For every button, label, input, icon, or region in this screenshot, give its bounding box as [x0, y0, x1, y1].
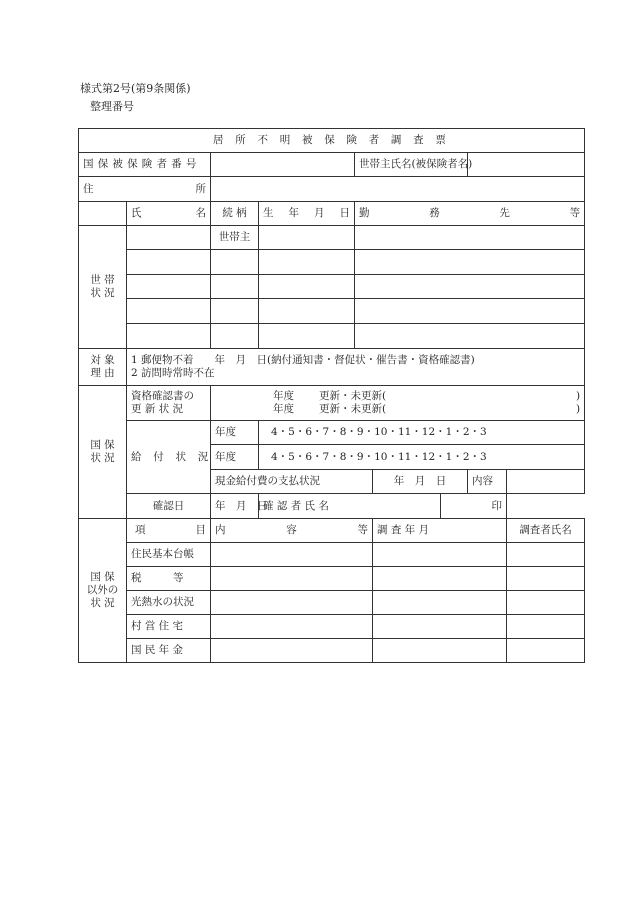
household-name-field[interactable]	[127, 226, 211, 250]
other-survey-date-field[interactable]	[373, 639, 507, 663]
reference-number-label: 整理番号	[90, 100, 134, 113]
cash-payment-content-field[interactable]	[507, 470, 585, 494]
relation-column-header: 続 柄	[211, 202, 259, 226]
household-birthdate-field[interactable]	[259, 226, 355, 250]
household-workplace-field[interactable]	[355, 324, 585, 349]
household-relation-field[interactable]	[211, 275, 259, 299]
other-survey-date-field[interactable]	[373, 567, 507, 591]
household-relation-field[interactable]	[211, 250, 259, 275]
benefit-status-label: 給 付 状 況	[127, 421, 211, 494]
other-content-field[interactable]	[211, 543, 373, 567]
household-header-blank	[79, 202, 127, 226]
other-content-field[interactable]	[211, 567, 373, 591]
other-surveyor-field[interactable]	[507, 567, 585, 591]
certificate-renewal-status[interactable]: 年度 更新・未更新( ) 年度 更新・未更新( )	[211, 386, 585, 421]
other-item-tax: 税 等	[127, 567, 211, 591]
confirmer-name-field[interactable]	[441, 494, 507, 519]
reason-always-absent: 2 訪問時常時不在	[131, 367, 215, 379]
benefit-months-row-1[interactable]: 4・5・6・7・8・9・10・11・12・1・2・3	[259, 421, 585, 445]
benefit-fiscal-year-label: 年度	[211, 421, 259, 445]
birthdate-column-header: 生 年 月 日	[259, 202, 355, 226]
survey-date-column-header: 調 査 年 月	[373, 519, 507, 543]
other-survey-date-field[interactable]	[373, 543, 507, 567]
benefit-months-row-2[interactable]: 4・5・6・7・8・9・10・11・12・1・2・3	[259, 445, 585, 470]
other-survey-date-field[interactable]	[373, 591, 507, 615]
household-section-label: 世 帯 状 況	[79, 226, 127, 349]
household-workplace-field[interactable]	[355, 275, 585, 299]
household-relation-field[interactable]	[211, 324, 259, 349]
other-item-national-pension: 国 民 年 金	[127, 639, 211, 663]
reason-label: 対 象 理 由	[79, 349, 127, 386]
household-name-field[interactable]	[127, 250, 211, 275]
reason-mail-undelivered: 1 郵便物不着 年 月 日(納付通知書・督促状・催告書・資格確認書)	[131, 354, 475, 366]
form-number: 様式第2号(第9条関係)	[80, 82, 191, 95]
certificate-renewal-label: 資格確認書の 更 新 状 況	[127, 386, 211, 421]
household-workplace-field[interactable]	[355, 250, 585, 275]
other-content-field[interactable]	[211, 639, 373, 663]
household-birthdate-field[interactable]	[259, 275, 355, 299]
confirmation-date-field[interactable]: 年 月 日	[211, 494, 259, 519]
household-birthdate-field[interactable]	[259, 250, 355, 275]
name-column-header: 氏 名	[127, 202, 211, 226]
insured-number-label: 国保被保険者番号	[79, 153, 211, 177]
other-surveyor-field[interactable]	[507, 639, 585, 663]
kokuho-section-label: 国 保 状 況	[79, 386, 127, 519]
surveyor-column-header: 調査者氏名	[507, 519, 585, 543]
householder-field[interactable]	[468, 153, 585, 177]
household-birthdate-field[interactable]	[259, 299, 355, 324]
address-field[interactable]	[211, 177, 585, 202]
other-item-utilities: 光熱水の状況	[127, 591, 211, 615]
other-content-field[interactable]	[211, 591, 373, 615]
address-label: 住 所	[79, 177, 211, 202]
other-content-field[interactable]	[211, 615, 373, 639]
relation-householder: 世帯主	[211, 226, 259, 250]
cash-payment-content-label: 内容	[468, 470, 507, 494]
householder-label: 世帯主氏名(被保険者名)	[355, 153, 468, 177]
cash-payment-status-label: 現金給付費の支払状況	[211, 470, 373, 494]
household-birthdate-field[interactable]	[259, 324, 355, 349]
household-name-field[interactable]	[127, 275, 211, 299]
confirmation-date-label: 確認日	[127, 494, 211, 519]
seal-mark: 印	[491, 499, 502, 512]
other-surveyor-field[interactable]	[507, 591, 585, 615]
household-workplace-field[interactable]	[355, 299, 585, 324]
survey-form-table	[78, 128, 585, 663]
other-survey-date-field[interactable]	[373, 615, 507, 639]
other-status-section-label: 国 保 以外の 状 況	[79, 519, 127, 663]
other-item-resident-register: 住民基本台帳	[127, 543, 211, 567]
workplace-column-header: 勤 務 先 等	[355, 202, 585, 226]
household-name-field[interactable]	[127, 324, 211, 349]
insured-number-field[interactable]	[211, 153, 355, 177]
content-column-header: 内 容 等	[211, 519, 373, 543]
household-relation-field[interactable]	[211, 299, 259, 324]
household-workplace-field[interactable]	[355, 226, 585, 250]
other-item-village-housing: 村 営 住 宅	[127, 615, 211, 639]
confirmer-name-label: 確 認 者 氏 名	[259, 494, 441, 519]
form-title: 居 所 不 明 被 保 険 者 調 査 票	[79, 129, 585, 153]
benefit-fiscal-year-label: 年度	[211, 445, 259, 470]
cash-payment-date-field[interactable]: 年 月 日	[373, 470, 468, 494]
item-column-header: 項 目	[127, 519, 211, 543]
reason-content	[127, 349, 585, 386]
other-surveyor-field[interactable]	[507, 615, 585, 639]
household-name-field[interactable]	[127, 299, 211, 324]
other-surveyor-field[interactable]	[507, 543, 585, 567]
